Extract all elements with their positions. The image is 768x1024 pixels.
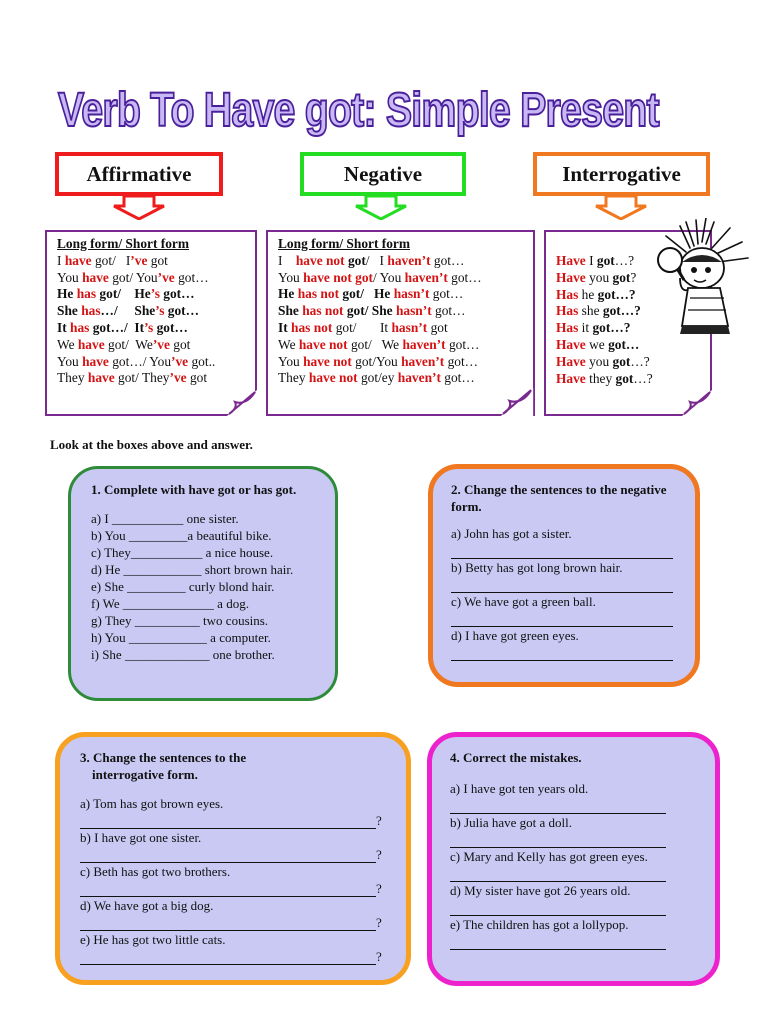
grammar-segment: She	[278, 303, 303, 319]
grammar-segment: got/ I	[91, 252, 131, 268]
exercise-item: g) They __________ two cousins.	[91, 613, 269, 628]
grammar-segment: you	[585, 269, 613, 285]
exercise-item: c) Mary and Kelly has got green eyes.	[450, 849, 648, 864]
grammar-segment: has	[70, 319, 90, 335]
grammar-segment: got/ He	[339, 286, 394, 302]
grammar-segment: got/ It	[332, 319, 392, 335]
grammar-segment: have	[82, 353, 109, 369]
instruction-text: Look at the boxes above and answer.	[50, 437, 253, 452]
grammar-line	[57, 303, 255, 320]
grammar-segment: It	[57, 319, 71, 335]
page-curl-icon	[682, 390, 712, 416]
exercise-1-box	[68, 466, 338, 701]
grammar-segment: got	[169, 336, 191, 352]
grammar-segment: got…	[429, 286, 464, 302]
exercise-item: i) She _____________ one brother.	[91, 647, 275, 662]
grammar-line	[556, 354, 710, 371]
grammar-segment: has	[81, 303, 101, 319]
grammar-segment: got…	[445, 336, 480, 352]
grammar-segment: has	[76, 286, 97, 302]
exercise-item: e) He has got two little cats.	[80, 932, 226, 947]
grammar-segment: got/ We	[104, 336, 153, 352]
answer-question-mark: ?	[376, 813, 382, 828]
exercise-item: b) Julia have got a doll.	[450, 815, 573, 830]
negative-header: Negative	[300, 152, 466, 196]
exercise-item: b) I have got one sister.	[80, 830, 202, 845]
grammar-segment: got/ He	[96, 286, 151, 302]
exercise-3-items	[80, 795, 392, 965]
interrogative-header: Interrogative	[533, 152, 710, 196]
grammar-segment: got…	[174, 269, 209, 285]
grammar-segment: ’s	[150, 286, 160, 302]
exercise-item: e) She _________ curly blond hair.	[91, 579, 275, 594]
answer-line[interactable]	[450, 903, 666, 916]
grammar-segment: got/ They	[114, 370, 170, 386]
exercise-item: f) We ______________ a dog.	[91, 596, 249, 611]
grammar-segment: haven’t	[401, 353, 445, 369]
grammar-segment: It	[278, 319, 292, 335]
answer-question-mark: ?	[376, 949, 382, 964]
exercise-3-box	[55, 732, 411, 985]
grammar-segment: Have	[556, 269, 586, 285]
grammar-segment: got/ey	[357, 370, 398, 386]
affirmative-header: Affirmative	[55, 152, 223, 196]
grammar-segment: Has	[556, 286, 579, 302]
exercise-item: a) John has got a sister.	[451, 526, 572, 541]
exercise-item: b) You _________a beautiful bike.	[91, 528, 272, 543]
grammar-segment: got…	[440, 370, 475, 386]
grammar-line	[57, 320, 255, 337]
grammar-segment: Have	[556, 336, 586, 352]
exercise-item: c) They___________ a nice house.	[91, 545, 274, 560]
exercise-item: d) We have got a big dog.	[80, 898, 214, 913]
exercise-2-items	[451, 525, 681, 661]
grammar-segment: got…	[153, 319, 188, 335]
grammar-segment: They	[57, 370, 88, 386]
grammar-segment: We	[57, 336, 78, 352]
exercise-2-box	[428, 464, 700, 687]
grammar-segment: You	[278, 269, 304, 285]
grammar-line	[57, 270, 255, 287]
grammar-segment: got…?	[597, 286, 636, 302]
grammar-segment: haven’t	[397, 370, 441, 386]
answer-line[interactable]	[451, 580, 673, 593]
grammar-segment: …?	[633, 370, 653, 386]
answer-question-mark: ?	[376, 915, 382, 930]
exercise-item: c) We have got a green ball.	[451, 594, 596, 609]
grammar-segment: / You	[373, 269, 405, 285]
grammar-segment: got…	[447, 269, 482, 285]
grammar-segment: got…	[608, 336, 640, 352]
interrogative-arrow-icon	[594, 196, 648, 220]
grammar-segment: you	[585, 353, 613, 369]
grammar-segment: I	[57, 252, 65, 268]
exercise-item: d) He ____________ short brown hair.	[91, 562, 294, 577]
exercise-4-items	[450, 780, 701, 950]
grammar-segment: got/You	[351, 353, 402, 369]
exercise-3-heading-line1: 3. Change the sentences to the	[80, 750, 247, 765]
exercise-item: a) I have got ten years old.	[450, 781, 589, 796]
grammar-segment: Have	[556, 353, 586, 369]
grammar-segment: ?	[630, 269, 637, 285]
grammar-segment: hasn’t	[391, 319, 428, 335]
exercise-item: a) Tom has got brown eyes.	[80, 796, 224, 811]
grammar-segment: got..	[188, 353, 216, 369]
grammar-segment: have not	[295, 252, 345, 268]
grammar-segment: / I	[365, 252, 388, 268]
exercise-1-items	[91, 510, 321, 663]
grammar-segment: ’ve	[157, 269, 175, 285]
answer-line[interactable]	[450, 801, 666, 814]
answer-line[interactable]	[451, 648, 673, 661]
negative-lines	[278, 253, 533, 387]
negative-arrow-icon	[354, 196, 408, 220]
grammar-line	[57, 337, 255, 354]
exercise-3-heading-line2: interrogative form.	[92, 767, 198, 782]
grammar-segment: We	[278, 336, 299, 352]
answer-question-mark: ?	[376, 847, 382, 862]
grammar-segment: I	[585, 253, 597, 268]
grammar-segment: has not	[297, 286, 340, 302]
grammar-line	[57, 286, 255, 303]
grammar-segment: Have	[556, 253, 586, 268]
grammar-segment: got…	[444, 353, 479, 369]
grammar-segment: got…	[431, 303, 466, 319]
answer-line[interactable]	[450, 835, 666, 848]
grammar-segment: ’s	[155, 303, 165, 319]
grammar-segment: we	[585, 336, 609, 352]
exercise-4-heading: 4. Correct the mistakes.	[450, 750, 582, 765]
grammar-segment: ’ve	[130, 252, 148, 268]
grammar-line	[278, 370, 533, 387]
grammar-segment: ’ve	[152, 336, 170, 352]
grammar-segment: has not	[302, 303, 344, 319]
grammar-line	[278, 286, 533, 303]
grammar-segment: have not	[298, 336, 348, 352]
answer-line[interactable]	[80, 816, 376, 829]
grammar-segment: have	[82, 269, 109, 285]
exercise-2-heading: 2. Change the sentences to the negative form.	[451, 482, 667, 514]
grammar-segment: he	[578, 286, 598, 302]
cartoon-kid-magnifier-icon	[650, 218, 760, 338]
grammar-segment: got/ You	[108, 269, 158, 285]
affirmative-box	[45, 230, 257, 416]
grammar-segment: got…/ You	[108, 353, 172, 369]
affirmative-arrow-icon	[112, 196, 166, 220]
grammar-segment: have not	[308, 370, 358, 386]
answer-line[interactable]	[451, 546, 673, 559]
grammar-line	[278, 337, 533, 354]
answer-line[interactable]	[80, 952, 376, 965]
grammar-segment: haven’t	[404, 269, 448, 285]
grammar-segment: have	[87, 370, 115, 386]
grammar-segment: got…?	[602, 303, 641, 319]
grammar-line	[57, 370, 255, 387]
answer-line[interactable]	[80, 884, 376, 897]
page-curl-icon	[227, 390, 257, 416]
grammar-segment: she	[578, 303, 603, 319]
affirmative-box-heading: Long form/ Short form	[57, 236, 190, 251]
answer-question-mark: ?	[376, 881, 382, 896]
grammar-line	[556, 371, 710, 388]
grammar-line	[278, 320, 533, 337]
grammar-line	[278, 253, 533, 270]
grammar-segment: …?	[614, 253, 635, 268]
grammar-segment: got	[147, 252, 168, 268]
grammar-segment: got	[612, 353, 631, 369]
page-curl-icon	[499, 388, 535, 416]
grammar-line	[278, 270, 533, 287]
negative-box	[266, 230, 535, 416]
exercise-item: b) Betty has got long brown hair.	[451, 560, 623, 575]
answer-line[interactable]	[450, 869, 666, 882]
grammar-segment: haven’t	[402, 336, 446, 352]
grammar-segment: Has	[556, 320, 579, 336]
grammar-segment: You	[57, 269, 83, 285]
grammar-segment: got…	[430, 252, 465, 268]
grammar-segment: Have	[556, 370, 586, 386]
grammar-segment: got	[612, 269, 631, 285]
grammar-segment: They	[278, 370, 309, 386]
grammar-segment: Has	[556, 303, 579, 319]
grammar-segment: have	[77, 336, 105, 352]
grammar-segment: got…	[164, 303, 200, 319]
grammar-segment: got	[186, 370, 208, 386]
grammar-segment: hasn’t	[395, 303, 432, 319]
grammar-segment: got/ We	[347, 336, 403, 352]
grammar-segment: they	[585, 370, 616, 386]
grammar-segment: got/ She	[343, 303, 396, 319]
grammar-segment: got…/ It	[89, 319, 145, 335]
grammar-line	[57, 354, 255, 371]
grammar-segment: I	[278, 252, 296, 268]
grammar-segment: ’s	[144, 319, 154, 335]
grammar-segment: it	[578, 320, 593, 336]
exercise-item: c) Beth has got two brothers.	[80, 864, 231, 879]
grammar-segment: hasn’t	[393, 286, 430, 302]
grammar-segment: You	[278, 353, 304, 369]
grammar-segment: He	[57, 286, 77, 302]
exercise-1-heading: 1. Complete with have got or has got.	[91, 482, 297, 497]
grammar-segment: got	[427, 319, 448, 335]
negative-box-heading: Long form/ Short form	[278, 236, 411, 251]
exercise-4-box	[427, 732, 720, 986]
exercise-item: d) I have got green eyes.	[451, 628, 579, 643]
grammar-segment: …?	[630, 353, 650, 369]
grammar-segment: You	[57, 353, 83, 369]
exercise-item: h) You ____________ a computer.	[91, 630, 271, 645]
affirmative-lines	[57, 253, 255, 387]
grammar-segment: ’ve	[169, 370, 187, 386]
grammar-segment: has not	[291, 319, 333, 335]
answer-line[interactable]	[451, 614, 673, 627]
grammar-segment: ’ve	[171, 353, 189, 369]
exercise-item: d) My sister have got 26 years old.	[450, 883, 631, 898]
grammar-line	[57, 253, 255, 270]
exercise-item: e) The children has got a lollypop.	[450, 917, 629, 932]
grammar-segment: got	[596, 253, 615, 268]
page-title: Verb To Have got: Simple Present	[58, 84, 659, 137]
grammar-segment: She	[57, 303, 82, 319]
grammar-segment: have not	[303, 353, 352, 369]
grammar-line	[278, 303, 533, 320]
grammar-line	[278, 354, 533, 371]
grammar-segment: got	[615, 370, 634, 386]
grammar-segment: got…?	[592, 320, 631, 336]
grammar-segment: haven’t	[387, 252, 431, 268]
grammar-segment: have not got	[303, 269, 374, 285]
grammar-segment: got…	[159, 286, 195, 302]
grammar-line	[556, 337, 710, 354]
answer-line[interactable]	[450, 937, 666, 950]
answer-line[interactable]	[80, 850, 376, 863]
grammar-segment: …/ She	[100, 303, 156, 319]
grammar-segment: got	[344, 252, 366, 268]
answer-line[interactable]	[80, 918, 376, 931]
exercise-item: a) I ___________ one sister.	[91, 511, 239, 526]
grammar-segment: He	[278, 286, 298, 302]
grammar-segment: have	[64, 252, 92, 268]
